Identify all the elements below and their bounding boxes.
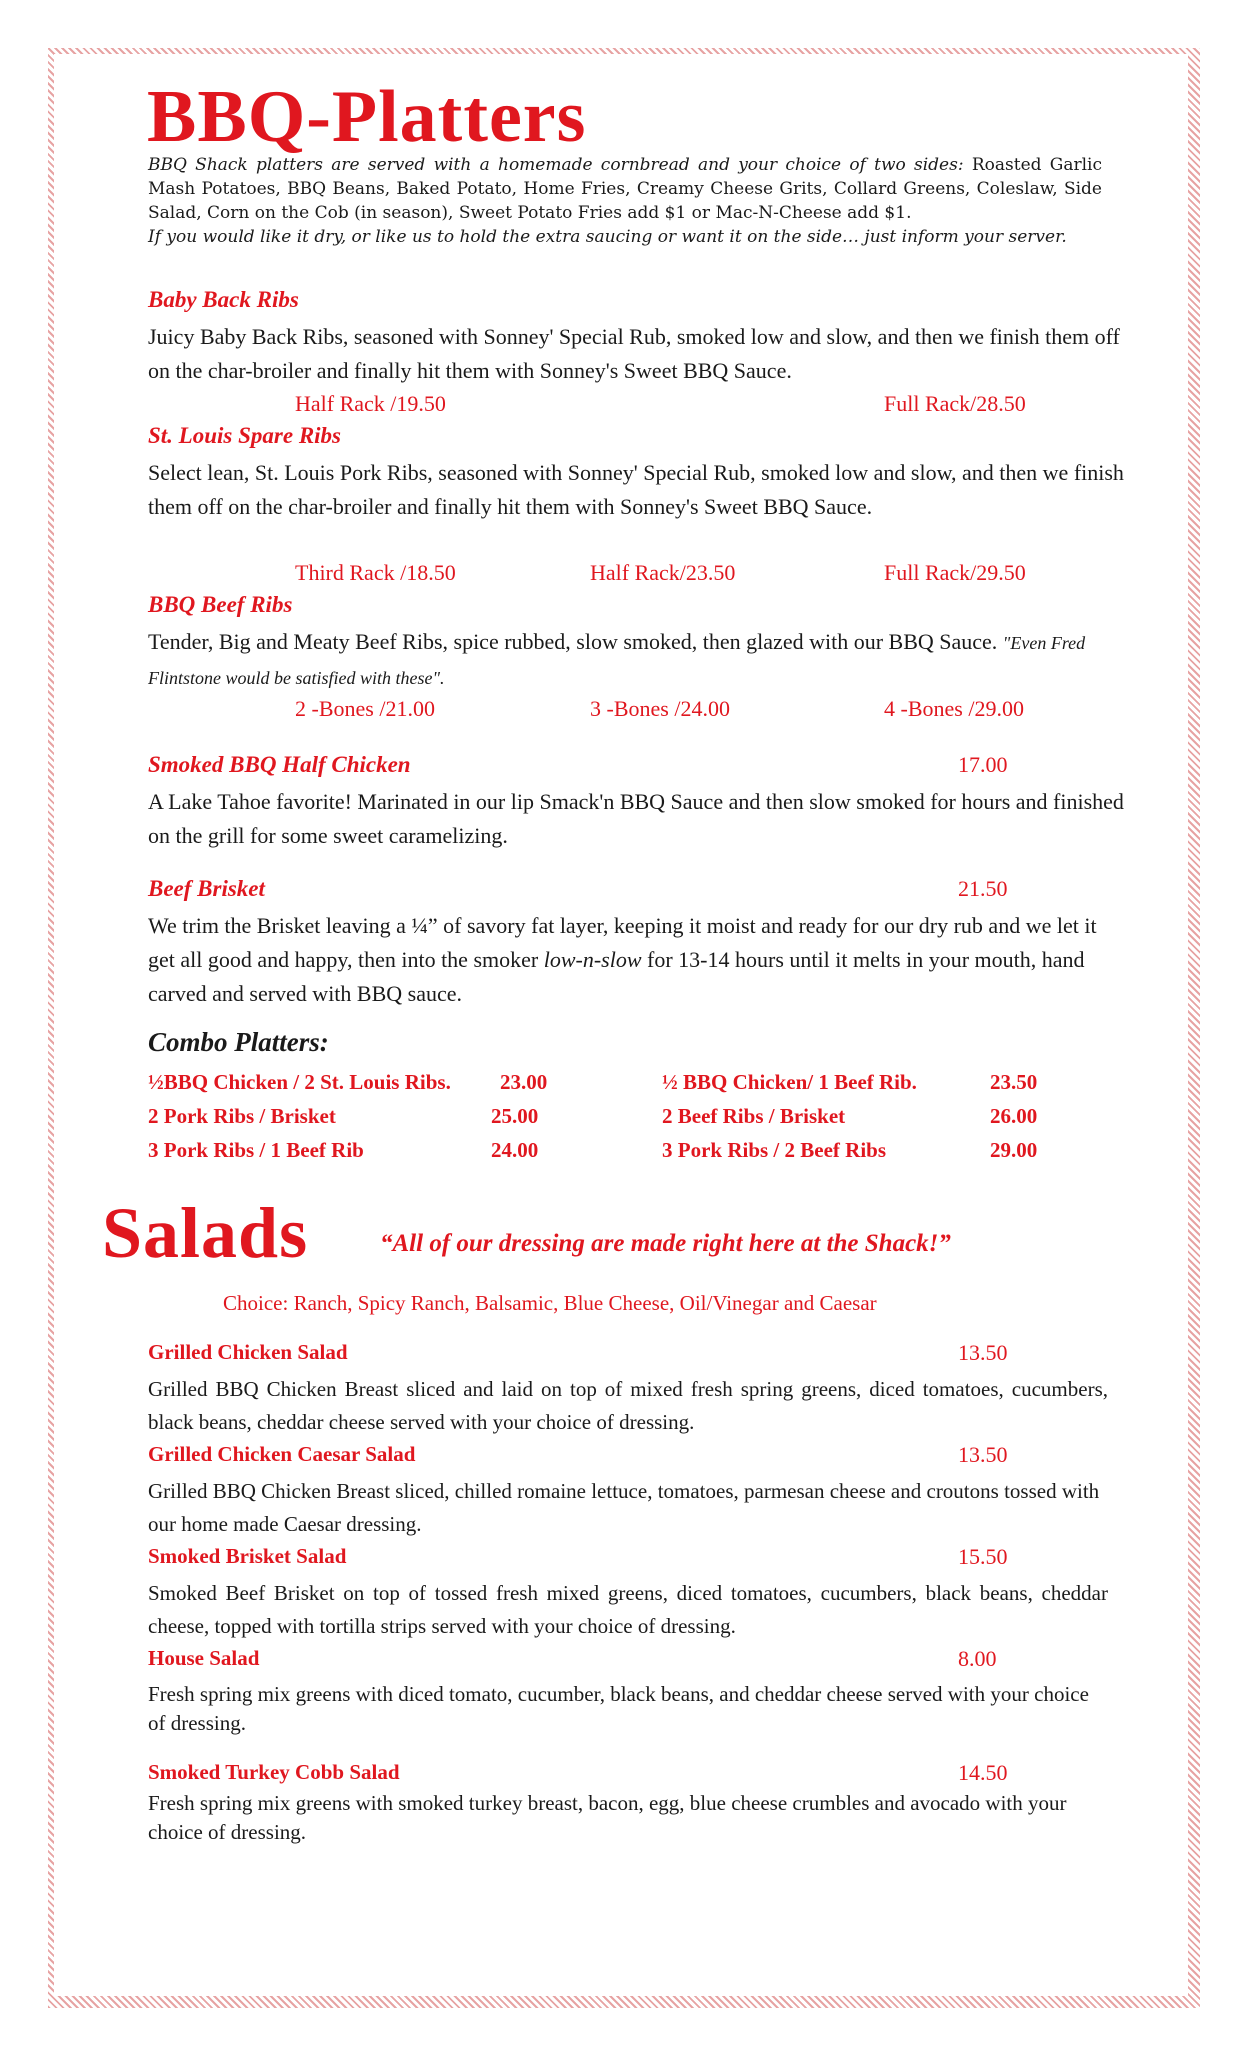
salads-tagline: “All of our dressing are made right here at the Shack!” — [380, 1230, 951, 1257]
price-half-rack: Half Rack /19.50 — [295, 391, 446, 416]
combo-right-2-price: 26.00 — [990, 1104, 1038, 1128]
price-2-bones: 2 -Bones /21.00 — [295, 696, 435, 721]
brisket-desc-b: for 13-14 hours until it melts in your mouth, hand carved and served with BBQ sauce. — [148, 947, 1085, 1006]
combo-left-1-name: ½BBQ Chicken / 2 St. Louis Ribs. — [148, 1070, 451, 1094]
salad-price-brisket: 15.50 — [958, 1544, 1008, 1569]
item-desc-st-louis-ribs: Select lean, St. Louis Pork Ribs, seasoned with Sonney' Special Rub, smoked low and slow, and then we finish them off on the char-broiler and finally hit them with Sonney's Sweet BBQ Sauce. — [148, 460, 1124, 519]
price-brisket: 21.50 — [958, 876, 1008, 901]
combo-heading: Combo Platters: — [148, 1027, 329, 1057]
salad-title-cobb: Smoked Turkey Cobb Salad — [148, 1760, 400, 1784]
combo-left-3-name: 3 Pork Ribs / 1 Beef Rib — [148, 1138, 364, 1162]
item-desc-baby-back-ribs: Juicy Baby Back Ribs, seasoned with Sonney' Special Rub, smoked low and slow, and then we finish them off on the char-broiler and finally hit them with Sonney's Sweet BBQ Sauce. — [148, 324, 1120, 383]
salad-desc-cobb: Fresh spring mix greens with smoked turkey breast, bacon, egg, blue cheese crumbles and avocado with your choice of dressing. — [148, 1791, 1067, 1844]
item-title-st-louis-ribs: St. Louis Spare Ribs — [148, 423, 341, 448]
item-desc-beef-ribs — [148, 625, 1128, 695]
combo-left-2-name: 2 Pork Ribs / Brisket — [148, 1104, 336, 1128]
combo-right-3-name: 3 Pork Ribs / 2 Beef Ribs — [662, 1138, 887, 1162]
salad-desc-house: Fresh spring mix greens with diced tomato, cucumber, black beans, and cheddar cheese served with your choice of dressing. — [148, 1682, 1089, 1735]
intro-dry: If you would like it dry, or like us to hold the extra saucing or want it on the side… just inform your server. — [148, 227, 1067, 247]
salad-title-house: House Salad — [148, 1646, 260, 1670]
bbq-title: BBQ-Platters — [147, 76, 587, 158]
combo-right-3-price: 29.00 — [990, 1138, 1038, 1162]
dressing-choices: Choice: Ranch, Spicy Ranch, Balsamic, Blue Cheese, Oil/Vinegar and Caesar — [223, 1291, 877, 1315]
price-full-rack: Full Rack/28.50 — [884, 391, 1026, 416]
combo-left-2-price: 25.00 — [491, 1104, 539, 1128]
intro-italic: BBQ Shack platters are served with a homemade cornbread and your choice of two sides: — [148, 155, 964, 175]
price-3-bones: 3 -Bones /24.00 — [590, 696, 730, 721]
bbq-intro — [148, 153, 1102, 249]
combo-right-1-name: ½ BBQ Chicken/ 1 Beef Rib. — [662, 1070, 917, 1094]
item-title-brisket: Beef Brisket — [148, 876, 265, 901]
salad-desc-brisket: Smoked Beef Brisket on top of tossed fresh mixed greens, diced tomatoes, cucumbers, black beans, cheddar cheese, topped with tortilla strips served with your choice of dressing. — [148, 1581, 1108, 1638]
price-half-chicken: 17.00 — [958, 752, 1008, 777]
salad-desc-grilled-chicken: Grilled BBQ Chicken Breast sliced and laid on top of mixed fresh spring greens, diced tomatoes, cucumbers, black beans, cheddar cheese served with your choice of dressing. — [148, 1377, 1108, 1434]
salad-price-house: 8.00 — [958, 1646, 997, 1671]
item-desc-half-chicken: A Lake Tahoe favorite! Marinated in our lip Smack'n BBQ Sauce and then slow smoked for hours and finished on the grill for some sweet caramelizing. — [148, 789, 1124, 848]
salad-title-grilled-chicken: Grilled Chicken Salad — [148, 1340, 348, 1364]
combo-right-2-name: 2 Beef Ribs / Brisket — [662, 1104, 846, 1128]
combo-right-1-price: 23.50 — [990, 1070, 1038, 1094]
beef-ribs-desc-text: Tender, Big and Meaty Beef Ribs, spice rubbed, slow smoked, then glazed with our BBQ Sauce. — [148, 629, 998, 654]
brisket-desc-a: We trim the Brisket leaving a ¼” of savory fat layer, keeping it moist and ready for our dry rub and we let it get all good and happy, then into the smoker — [148, 913, 1097, 972]
salad-price-caesar: 13.50 — [958, 1442, 1008, 1467]
item-title-half-chicken: Smoked BBQ Half Chicken — [148, 752, 411, 777]
salad-desc-caesar: Grilled BBQ Chicken Breast sliced, chilled romaine lettuce, tomatoes, parmesan cheese and croutons tossed with our home made Caesar dressing. — [148, 1479, 1100, 1536]
item-title-baby-back-ribs: Baby Back Ribs — [148, 287, 299, 312]
salad-title-brisket: Smoked Brisket Salad — [148, 1544, 347, 1568]
price-4-bones: 4 -Bones /29.00 — [884, 696, 1024, 721]
combo-left-1-price: 23.00 — [500, 1070, 548, 1094]
item-title-beef-ribs: BBQ Beef Ribs — [148, 592, 293, 617]
price-third-rack: Third Rack /18.50 — [295, 560, 456, 585]
item-desc-brisket — [148, 909, 1128, 1011]
salads-title: Salads — [102, 1193, 309, 1273]
price-full-rack-stl: Full Rack/29.50 — [884, 560, 1026, 585]
price-half-rack-stl: Half Rack/23.50 — [590, 560, 736, 585]
salad-title-caesar: Grilled Chicken Caesar Salad — [148, 1442, 416, 1466]
beef-ribs-quote: "Even Fred Flintstone would be satisfied with these". — [148, 633, 1086, 688]
salad-price-cobb: 14.50 — [958, 1760, 1008, 1785]
intro-sides: Roasted Garlic Mash Potatoes, BBQ Beans, Baked Potato, Home Fries, Creamy Cheese Grits, Collard Greens, Coleslaw, Side Salad, Corn on the Cob (in season), Sweet Potato Fries add $1 or Mac-N-Cheese add $1. — [148, 155, 1103, 223]
salad-price-grilled-chicken: 13.50 — [958, 1340, 1008, 1365]
combo-left-3-price: 24.00 — [491, 1138, 539, 1162]
brisket-desc-em: low-n-slow — [543, 947, 642, 972]
